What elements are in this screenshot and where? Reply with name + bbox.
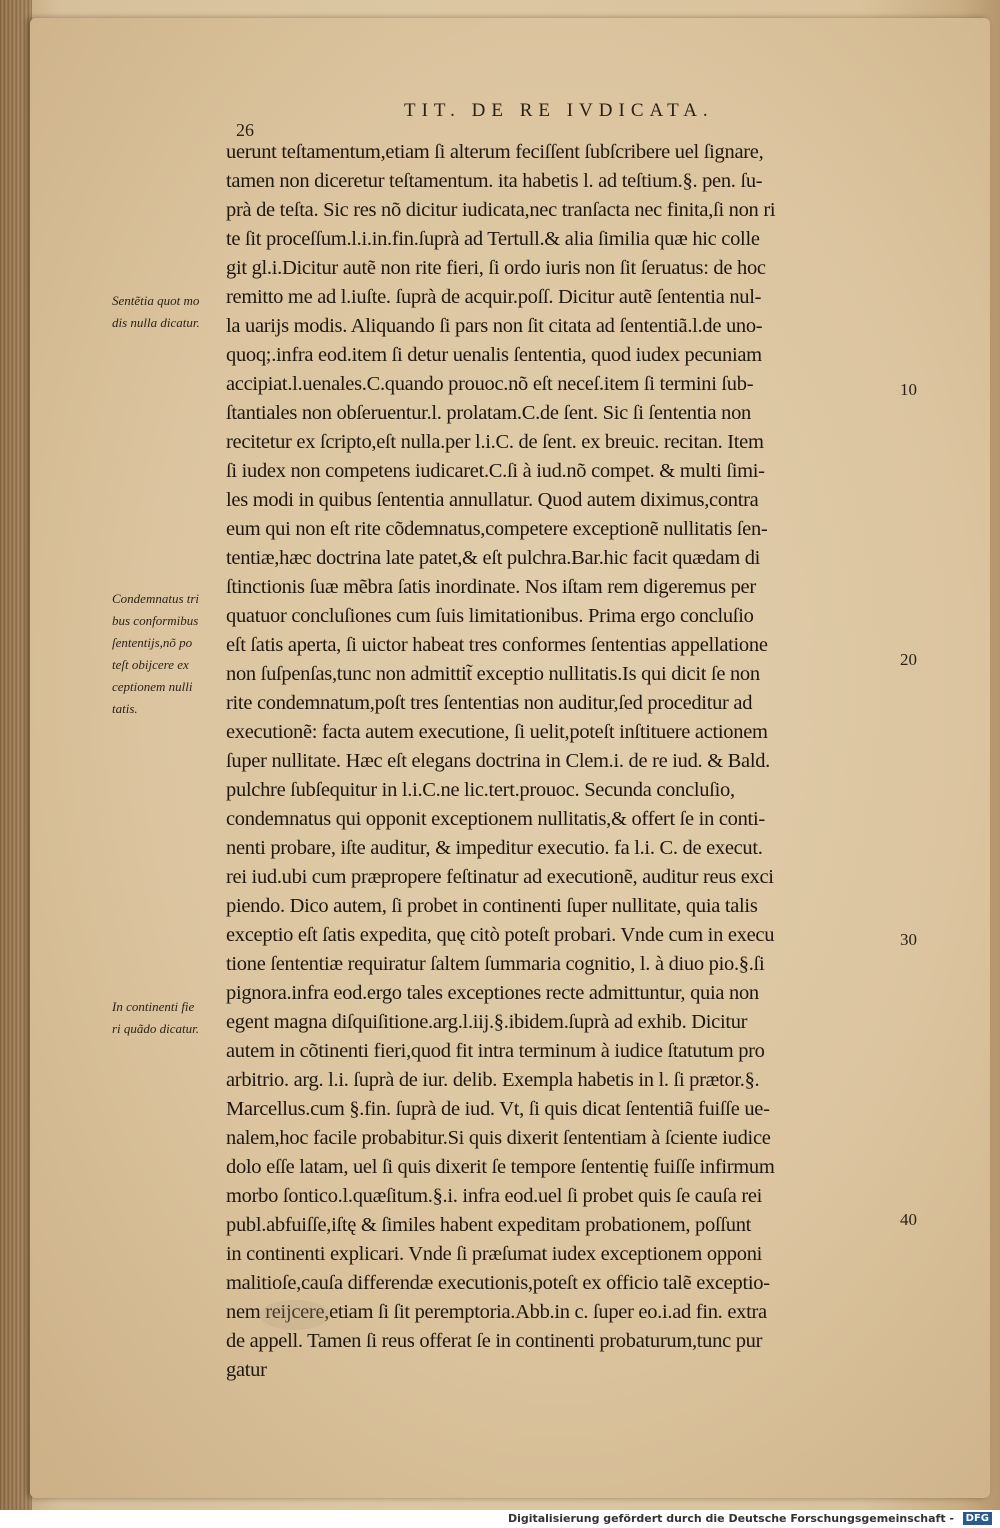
text-line: rite condemnatum,poſt tres ſententias non auditur,ſed proceditur ad xyxy=(226,692,753,714)
margin-note-line: In continenti fie xyxy=(112,999,195,1014)
text-line: non ſuſpenſas,tunc non admittit̃ exceptio nullitatis.Is qui dicit ſe non xyxy=(226,663,760,685)
text-line: in continenti explicari. Vnde ſi præſumat iudex exceptionem opponi xyxy=(226,1243,763,1265)
line-number-40: 40 xyxy=(900,1210,917,1229)
text-line: nenti probare, iſte auditur, & impeditur executio. fa l.i. C. de execut. xyxy=(226,837,763,859)
text-line: publ.abfuiſſe,iſtę & ſimiles habent expeditam probationem, poſſunt xyxy=(226,1214,752,1236)
text-line: nem reijcere,etiam ſi ſit peremptoria.Abb.in c. ſuper eo.i.ad fin. extra xyxy=(226,1301,767,1323)
line-number-20: 20 xyxy=(900,650,917,669)
text-line: tentiæ,hæc doctrina late patet,& eſt pulchra.Bar.hic facit quædam di xyxy=(226,547,761,569)
margin-note-line: ceptionem nulli xyxy=(112,679,193,694)
text-line: gatur xyxy=(226,1359,267,1381)
text-line: egent magna diſquiſitione.arg.l.iij.§.ibidem.ſuprà ad exhib. Dicitur xyxy=(226,1011,748,1033)
paper-stain xyxy=(260,1300,330,1330)
text-line: tione ſententiæ requiratur ſaltem ſummaria cognitio, l. à diuo pio.§.ſi xyxy=(226,953,765,975)
text-line: arbitrio. arg. l.i. ſuprà de iur. delib. Exempla habetis in l. ſi prætor.§. xyxy=(226,1069,760,1091)
text-line: quatuor concluſiones cum ſuis limitationibus. Prima ergo concluſio xyxy=(226,605,754,627)
margin-note-sententia xyxy=(112,290,230,334)
running-head: TIT. DE RE IVDICATA. xyxy=(404,100,714,121)
text-line: recitetur ex ſcripto,eſt nulla.per l.i.C. de ſent. ex breuic. recitan. Item xyxy=(226,431,764,453)
text-line: dolo eſſe latam, uel ſi quis dixerit ſe tempore ſententię fuiſſe infirmum xyxy=(226,1156,775,1178)
line-number-10: 10 xyxy=(900,380,917,399)
text-line: les modi in quibus ſententia annullatur. Quod autem diximus,contra xyxy=(226,489,759,511)
page-number: 26 xyxy=(236,120,254,140)
text-line: ſi iudex non competens iudicaret.C.ſi à iud.nõ compet. & multi ſimi- xyxy=(226,460,765,482)
footer-bar xyxy=(0,1510,1000,1528)
text-line: te ſit proceſſum.l.i.in.fin.ſuprà ad Tertull.& alia ſimilia quæ hic colle xyxy=(226,228,760,250)
margin-note-line: teſt obijcere ex xyxy=(112,657,189,672)
text-line: piendo. Dico autem, ſi probet in continenti ſuper nullitate, quia talis xyxy=(226,895,758,917)
text-line: ſtinctionis ſuæ mẽbra ſatis inordinate. Nos iſtam rem digeremus per xyxy=(226,576,756,598)
text-line: la uarijs modis. Aliquando ſi pars non ſit citata ad ſententiã.l.de uno- xyxy=(226,315,763,337)
margin-note-in-continenti xyxy=(112,996,230,1040)
margin-note-line: ri quãdo dicatur. xyxy=(112,1021,200,1036)
margin-note-line: bus conformibus xyxy=(112,613,199,628)
text-line: eum qui non eſt rite cõdemnatus,competere exceptionẽ nullitatis ſen- xyxy=(226,518,768,540)
text-line: ſtantiales non obſeruentur.l. prolatam.C.de ſent. Sic ſi ſententia non xyxy=(226,402,751,424)
text-line: executionẽ: facta autem executione, ſi uelit,poteſt inſtituere actionem xyxy=(226,721,768,743)
text-line: prà de teſta. Sic res nõ dicitur iudicata,nec tranſacta nec finita,ſi non ri xyxy=(226,199,776,221)
text-line: quoq;.infra eod.item ſi detur uenalis ſententia, quod iudex pecuniam xyxy=(226,344,762,366)
text-line: eſt ſatis aperta, ſi uictor habeat tres conformes ſententias appellatione xyxy=(226,634,768,656)
book-gutter xyxy=(0,0,32,1510)
margin-note-condemnatus xyxy=(112,588,230,720)
text-line: pignora.infra eod.ergo tales exceptiones recte admittuntur, quia non xyxy=(226,982,759,1004)
margin-note-line: ſententijs,nõ po xyxy=(112,635,193,650)
text-line: exceptio eſt ſatis expedita, quę citò poteſt probari. Vnde cum in execu xyxy=(226,924,775,946)
text-line: pulchre ſubſequitur in l.i.C.ne lic.tert.prouoc. Secunda concluſio, xyxy=(226,779,735,801)
text-line: rei iud.ubi cum præpropere feſtinatur ad executionẽ, auditur reus exci xyxy=(226,866,774,888)
margin-note-line: tatis. xyxy=(112,701,138,716)
text-line: uerunt teſtamentum,etiam ſi alterum feciſſent ſubſcribere uel ſignare, xyxy=(226,141,764,163)
text-line: remitto me ad l.iuſte. ſuprà de acquir.poſſ. Dicitur autẽ ſententia nul- xyxy=(226,286,762,308)
text-line: tamen non diceretur teſtamentum. ita habetis l. ad teſtium.§. pen. ſu- xyxy=(226,170,763,192)
footer-credit-text: Digitalisierung gefördert durch die Deutsche Forschungsgemeinschaft - xyxy=(507,1512,954,1525)
text-line: condemnatus qui opponit exceptionem nullitatis,& offert ſe in conti- xyxy=(226,808,765,830)
text-line: git gl.i.Dicitur autẽ non rite fieri, ſi ordo iuris non ſit ſeruatus: de hoc xyxy=(226,257,766,279)
margin-note-line: Sentẽtia quot mo xyxy=(112,293,200,308)
text-line: autem in cõtinenti fieri,quod fit intra terminum à iudice ſtatutum pro xyxy=(226,1040,765,1062)
text-line: de appell. Tamen ſi reus offerat ſe in continenti probaturum,tunc pur xyxy=(226,1330,763,1352)
main-text-block xyxy=(226,138,906,1385)
dfg-logo: DFG xyxy=(963,1512,992,1525)
text-line: nalem,hoc facile probabitur.Si quis dixerit ſententiam à ſciente iudice xyxy=(226,1127,771,1149)
text-line: malitioſe,cauſa differendæ executionis,poteſt ex officio talẽ exceptio- xyxy=(226,1272,770,1294)
margin-note-line: dis nulla dicatur. xyxy=(112,315,200,330)
text-line: ſuper nullitate. Hæc eſt elegans doctrina in Clem.i. de re iud. & Bald. xyxy=(226,750,771,772)
line-number-30: 30 xyxy=(900,930,917,949)
text-line: morbo ſontico.l.quæſitum.§.i. infra eod.uel ſi probet quis ſe cauſa rei xyxy=(226,1185,763,1207)
text-line: Marcellus.cum §.fin. ſuprà de iud. Vt, ſi quis dicat ſententiã fuiſſe ue- xyxy=(226,1098,770,1120)
text-line: accipiat.l.uenales.C.quando prouoc.nõ eſt neceſ.item ſi termini ſub- xyxy=(226,373,754,395)
margin-note-line: Condemnatus tri xyxy=(112,591,200,606)
